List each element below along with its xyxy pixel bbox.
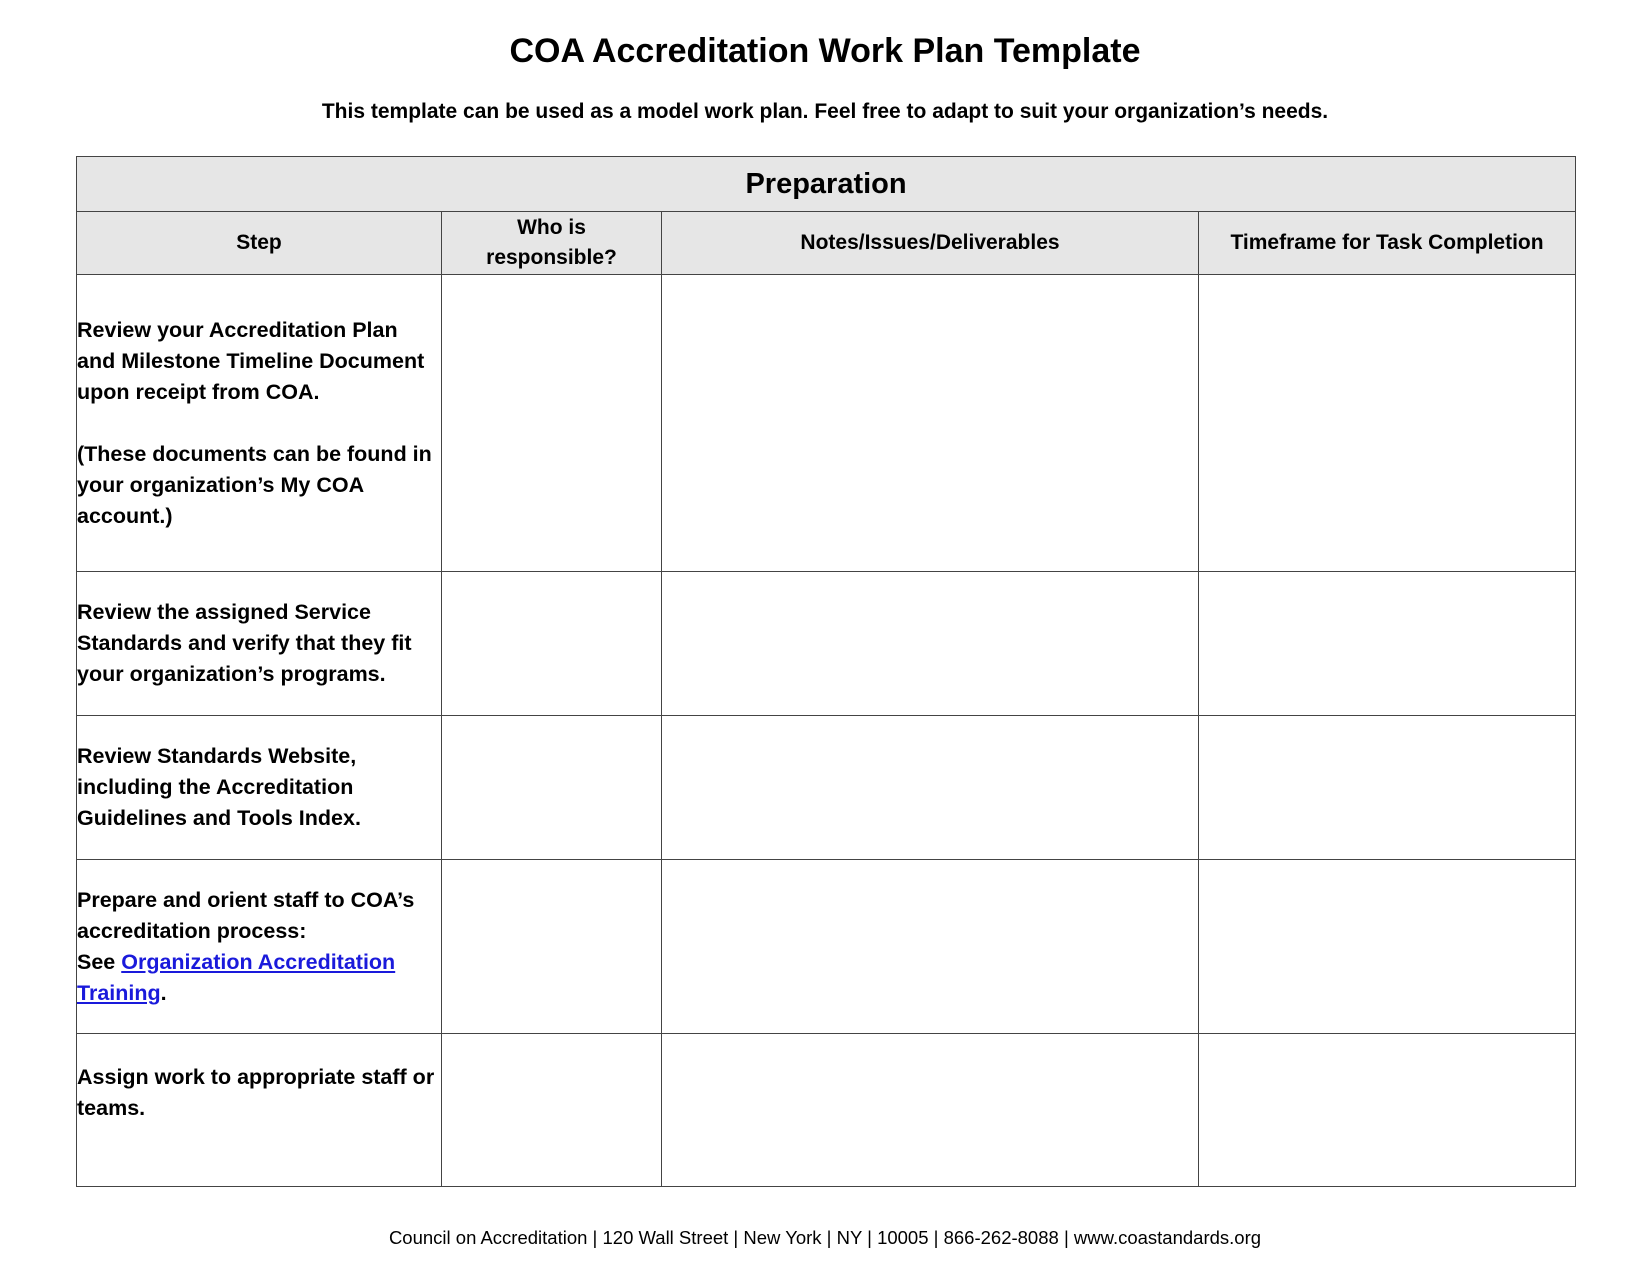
step-cell	[77, 275, 442, 572]
timeframe-cell[interactable]	[1199, 275, 1576, 572]
notes-cell[interactable]	[662, 716, 1199, 860]
table-row	[77, 572, 1576, 716]
who-responsible-cell[interactable]	[442, 1034, 662, 1187]
page-title: COA Accreditation Work Plan Template	[509, 32, 1141, 70]
section-title: Preparation	[77, 157, 1576, 212]
step-text	[77, 885, 441, 1009]
who-responsible-cell[interactable]	[442, 572, 662, 716]
who-responsible-cell[interactable]	[442, 860, 662, 1034]
step-text: Review Standards Website, including the Accreditation Guidelines and Tools Index.	[77, 744, 361, 830]
step-cell	[77, 1034, 442, 1187]
page-subtitle: This template can be used as a model work plan. Feel free to adapt to suit your organization’s needs.	[321, 100, 1329, 123]
table-row	[77, 860, 1576, 1034]
timeframe-cell[interactable]	[1199, 860, 1576, 1034]
organization-accreditation-training-link[interactable]: Organization Accreditation Training	[77, 949, 396, 1005]
step-text: Review the assigned Service Standards and verify that they fit your organization’s programs.	[77, 600, 412, 686]
column-header-step: Step	[77, 212, 442, 275]
column-header-who	[442, 212, 662, 275]
timeframe-cell[interactable]	[1199, 572, 1576, 716]
notes-cell[interactable]	[662, 1034, 1199, 1187]
column-header-notes: Notes/Issues/Deliverables	[662, 212, 1199, 275]
step-cell	[77, 716, 442, 860]
table-row	[77, 275, 1576, 572]
page-footer: Council on Accreditation | 120 Wall Street | New York | NY | 10005 | 866-262-8088 | www.coastandards.org	[388, 1227, 1262, 1248]
who-responsible-cell[interactable]	[442, 275, 662, 572]
notes-cell[interactable]	[662, 860, 1199, 1034]
column-header-timeframe: Timeframe for Task Completion	[1199, 212, 1576, 275]
step-text: Review your Accreditation Plan and Milestone Timeline Document upon receipt from COA.	[77, 317, 425, 404]
step-suffix: .	[160, 980, 167, 1005]
step-cell	[77, 860, 442, 1034]
table-row	[77, 1034, 1576, 1187]
column-header-who-line2: responsible?	[486, 246, 617, 269]
step-cell	[77, 572, 442, 716]
step-see-prefix: See	[77, 949, 122, 974]
column-header-row	[77, 212, 1576, 275]
step-text: Assign work to appropriate staff or teams.	[77, 1065, 435, 1120]
table-row	[77, 716, 1576, 860]
step-note: (These documents can be found in your organization’s My COA account.)	[77, 441, 432, 528]
step-text-main: Prepare and orient staff to COA’s accreditation process:	[77, 887, 415, 943]
timeframe-cell[interactable]	[1199, 1034, 1576, 1187]
notes-cell[interactable]	[662, 572, 1199, 716]
column-header-who-line1: Who is	[517, 216, 586, 239]
notes-cell[interactable]	[662, 275, 1199, 572]
timeframe-cell[interactable]	[1199, 716, 1576, 860]
work-plan-table	[76, 156, 1576, 1187]
section-header-row	[77, 157, 1576, 212]
who-responsible-cell[interactable]	[442, 716, 662, 860]
